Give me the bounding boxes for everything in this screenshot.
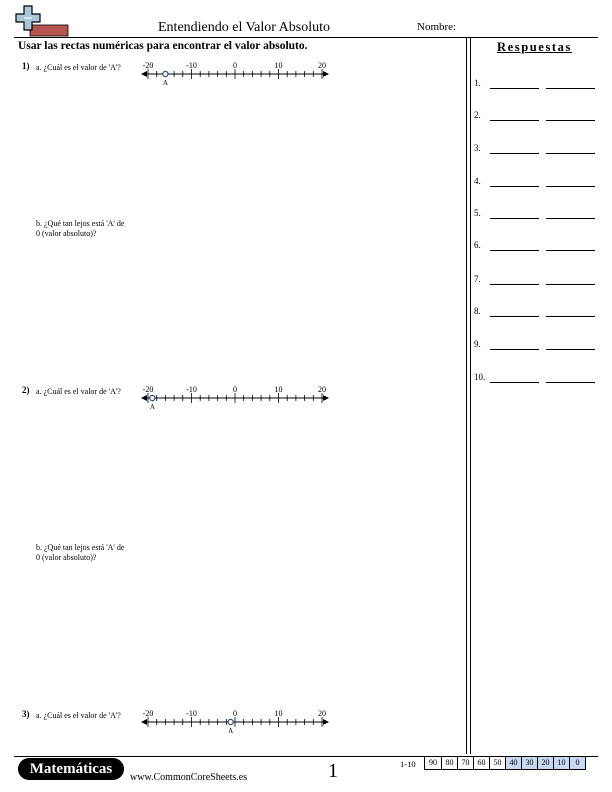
tick-label: 10 — [274, 61, 283, 70]
answer-blank-b[interactable] — [546, 349, 595, 350]
answer-number: 10. — [474, 372, 486, 382]
website-link[interactable]: www.CommonCoreSheets.es — [130, 772, 248, 783]
page-title: Entendiendo el Valor Absoluto — [158, 20, 330, 35]
question-part-b — [36, 543, 124, 563]
number-line — [140, 708, 330, 734]
answer-row — [474, 78, 598, 92]
name-label: Nombre: — [417, 21, 457, 33]
number-line-svg — [140, 60, 330, 86]
answer-number: 7. — [474, 274, 481, 284]
score-cell: 30 — [521, 757, 537, 769]
answer-blank-a[interactable] — [490, 88, 539, 89]
question-part-a: a. ¿Cuál es el valor de 'A'? — [36, 711, 121, 720]
number-line-svg — [140, 708, 330, 734]
answer-number: 8. — [474, 306, 481, 316]
answer-blank-b[interactable] — [546, 186, 595, 187]
point-label: A — [228, 727, 234, 734]
answer-work-area[interactable] — [18, 562, 458, 692]
tick-label: 10 — [274, 385, 283, 394]
answer-row — [474, 176, 598, 190]
answer-row — [474, 372, 598, 386]
question-part-b-line: 0 (valor absoluto)? — [36, 553, 97, 562]
question-part-a: a. ¿Cuál es el valor de 'A'? — [36, 387, 121, 396]
arrow-right-icon — [323, 71, 329, 77]
score-cell: 90 — [429, 758, 437, 767]
header-divider — [14, 37, 598, 38]
logo — [14, 4, 70, 38]
answer-blank-b[interactable] — [546, 153, 595, 154]
arrow-left-icon — [141, 395, 147, 401]
score-cell: 0 — [569, 757, 585, 769]
score-cell: 20 — [537, 757, 553, 769]
tick-label: 0 — [233, 61, 237, 70]
question-part-b-line: b. ¿Qué tan lejos está 'A' de — [36, 543, 125, 552]
answer-number: 5. — [474, 208, 481, 218]
answer-number: 6. — [474, 240, 481, 250]
point-marker — [150, 395, 155, 400]
tick-label: -20 — [142, 385, 154, 394]
answer-number: 2. — [474, 110, 481, 120]
column-divider — [470, 37, 471, 754]
tick-label: -10 — [186, 385, 197, 394]
answer-blank-a[interactable] — [490, 218, 539, 219]
answer-blank-a[interactable] — [490, 349, 539, 350]
column-divider — [466, 37, 467, 754]
instructions: Usar las rectas numéricas para encontrar el valor absoluto. — [18, 40, 308, 52]
score-cell: 40 — [505, 757, 521, 769]
answer-blank-b[interactable] — [546, 316, 595, 317]
arrow-left-icon — [141, 71, 147, 77]
answer-row — [474, 110, 598, 124]
tick-label: 20 — [318, 385, 326, 394]
answer-work-area[interactable] — [18, 236, 458, 368]
tick-label: 0 — [233, 385, 237, 394]
answer-blank-b[interactable] — [546, 382, 595, 383]
point-label: A — [162, 79, 168, 86]
answer-blank-a[interactable] — [490, 316, 539, 317]
answer-blank-a[interactable] — [490, 120, 539, 121]
question-number: 1) — [22, 61, 30, 71]
answer-blank-a[interactable] — [490, 186, 539, 187]
brand-badge: Matemáticas — [18, 758, 124, 780]
question-part-b-line: b. ¿Qué tan lejos está 'A' de — [36, 219, 125, 228]
tick-label: -20 — [142, 709, 154, 718]
answer-number: 3. — [474, 143, 481, 153]
answer-blank-b[interactable] — [546, 218, 595, 219]
answer-row — [474, 240, 598, 254]
number-line — [140, 60, 330, 86]
answer-blank-a[interactable] — [490, 284, 539, 285]
tick-label: -10 — [186, 61, 197, 70]
arrow-left-icon — [141, 719, 147, 725]
page-number: 1 — [328, 760, 338, 782]
tick-label: 0 — [233, 709, 237, 718]
answer-row — [474, 306, 598, 320]
score-range: 1-10 — [400, 759, 416, 769]
number-line — [140, 384, 330, 410]
answer-number: 9. — [474, 339, 481, 349]
answer-row — [474, 208, 598, 222]
answers-title: Respuestas — [496, 40, 573, 54]
answer-row — [474, 274, 598, 288]
tick-label: -20 — [142, 61, 154, 70]
arrow-right-icon — [323, 719, 329, 725]
score-cell: 10 — [553, 757, 569, 769]
score-cell: 70 — [457, 757, 473, 769]
answer-blank-a[interactable] — [490, 153, 539, 154]
answer-blank-a[interactable] — [490, 382, 539, 383]
answer-number: 1. — [474, 78, 481, 88]
tick-label: 10 — [274, 709, 283, 718]
answer-row — [474, 143, 598, 157]
answer-blank-b[interactable] — [546, 88, 595, 89]
point-marker — [163, 71, 168, 76]
tick-label: -10 — [186, 709, 197, 718]
number-line-svg — [140, 384, 330, 410]
answer-blank-b[interactable] — [546, 120, 595, 121]
score-cell: 50 — [489, 757, 505, 769]
point-label: A — [149, 403, 155, 410]
question-part-b-line: 0 (valor absoluto)? — [36, 229, 97, 238]
answer-number: 4. — [474, 176, 481, 186]
question-part-a: a. ¿Cuál es el valor de 'A'? — [36, 63, 121, 72]
point-marker — [228, 719, 233, 724]
score-table — [424, 756, 586, 770]
question-number: 2) — [22, 385, 30, 395]
answer-blank-b[interactable] — [546, 284, 595, 285]
score-cell: 60 — [473, 757, 489, 769]
question-number: 3) — [22, 709, 30, 719]
tick-label: 20 — [318, 61, 326, 70]
score-cell: 80 — [441, 757, 457, 769]
answer-row — [474, 339, 598, 353]
answer-blank-a[interactable] — [490, 250, 539, 251]
answer-blank-b[interactable] — [546, 250, 595, 251]
tick-label: 20 — [318, 709, 326, 718]
arrow-right-icon — [323, 395, 329, 401]
